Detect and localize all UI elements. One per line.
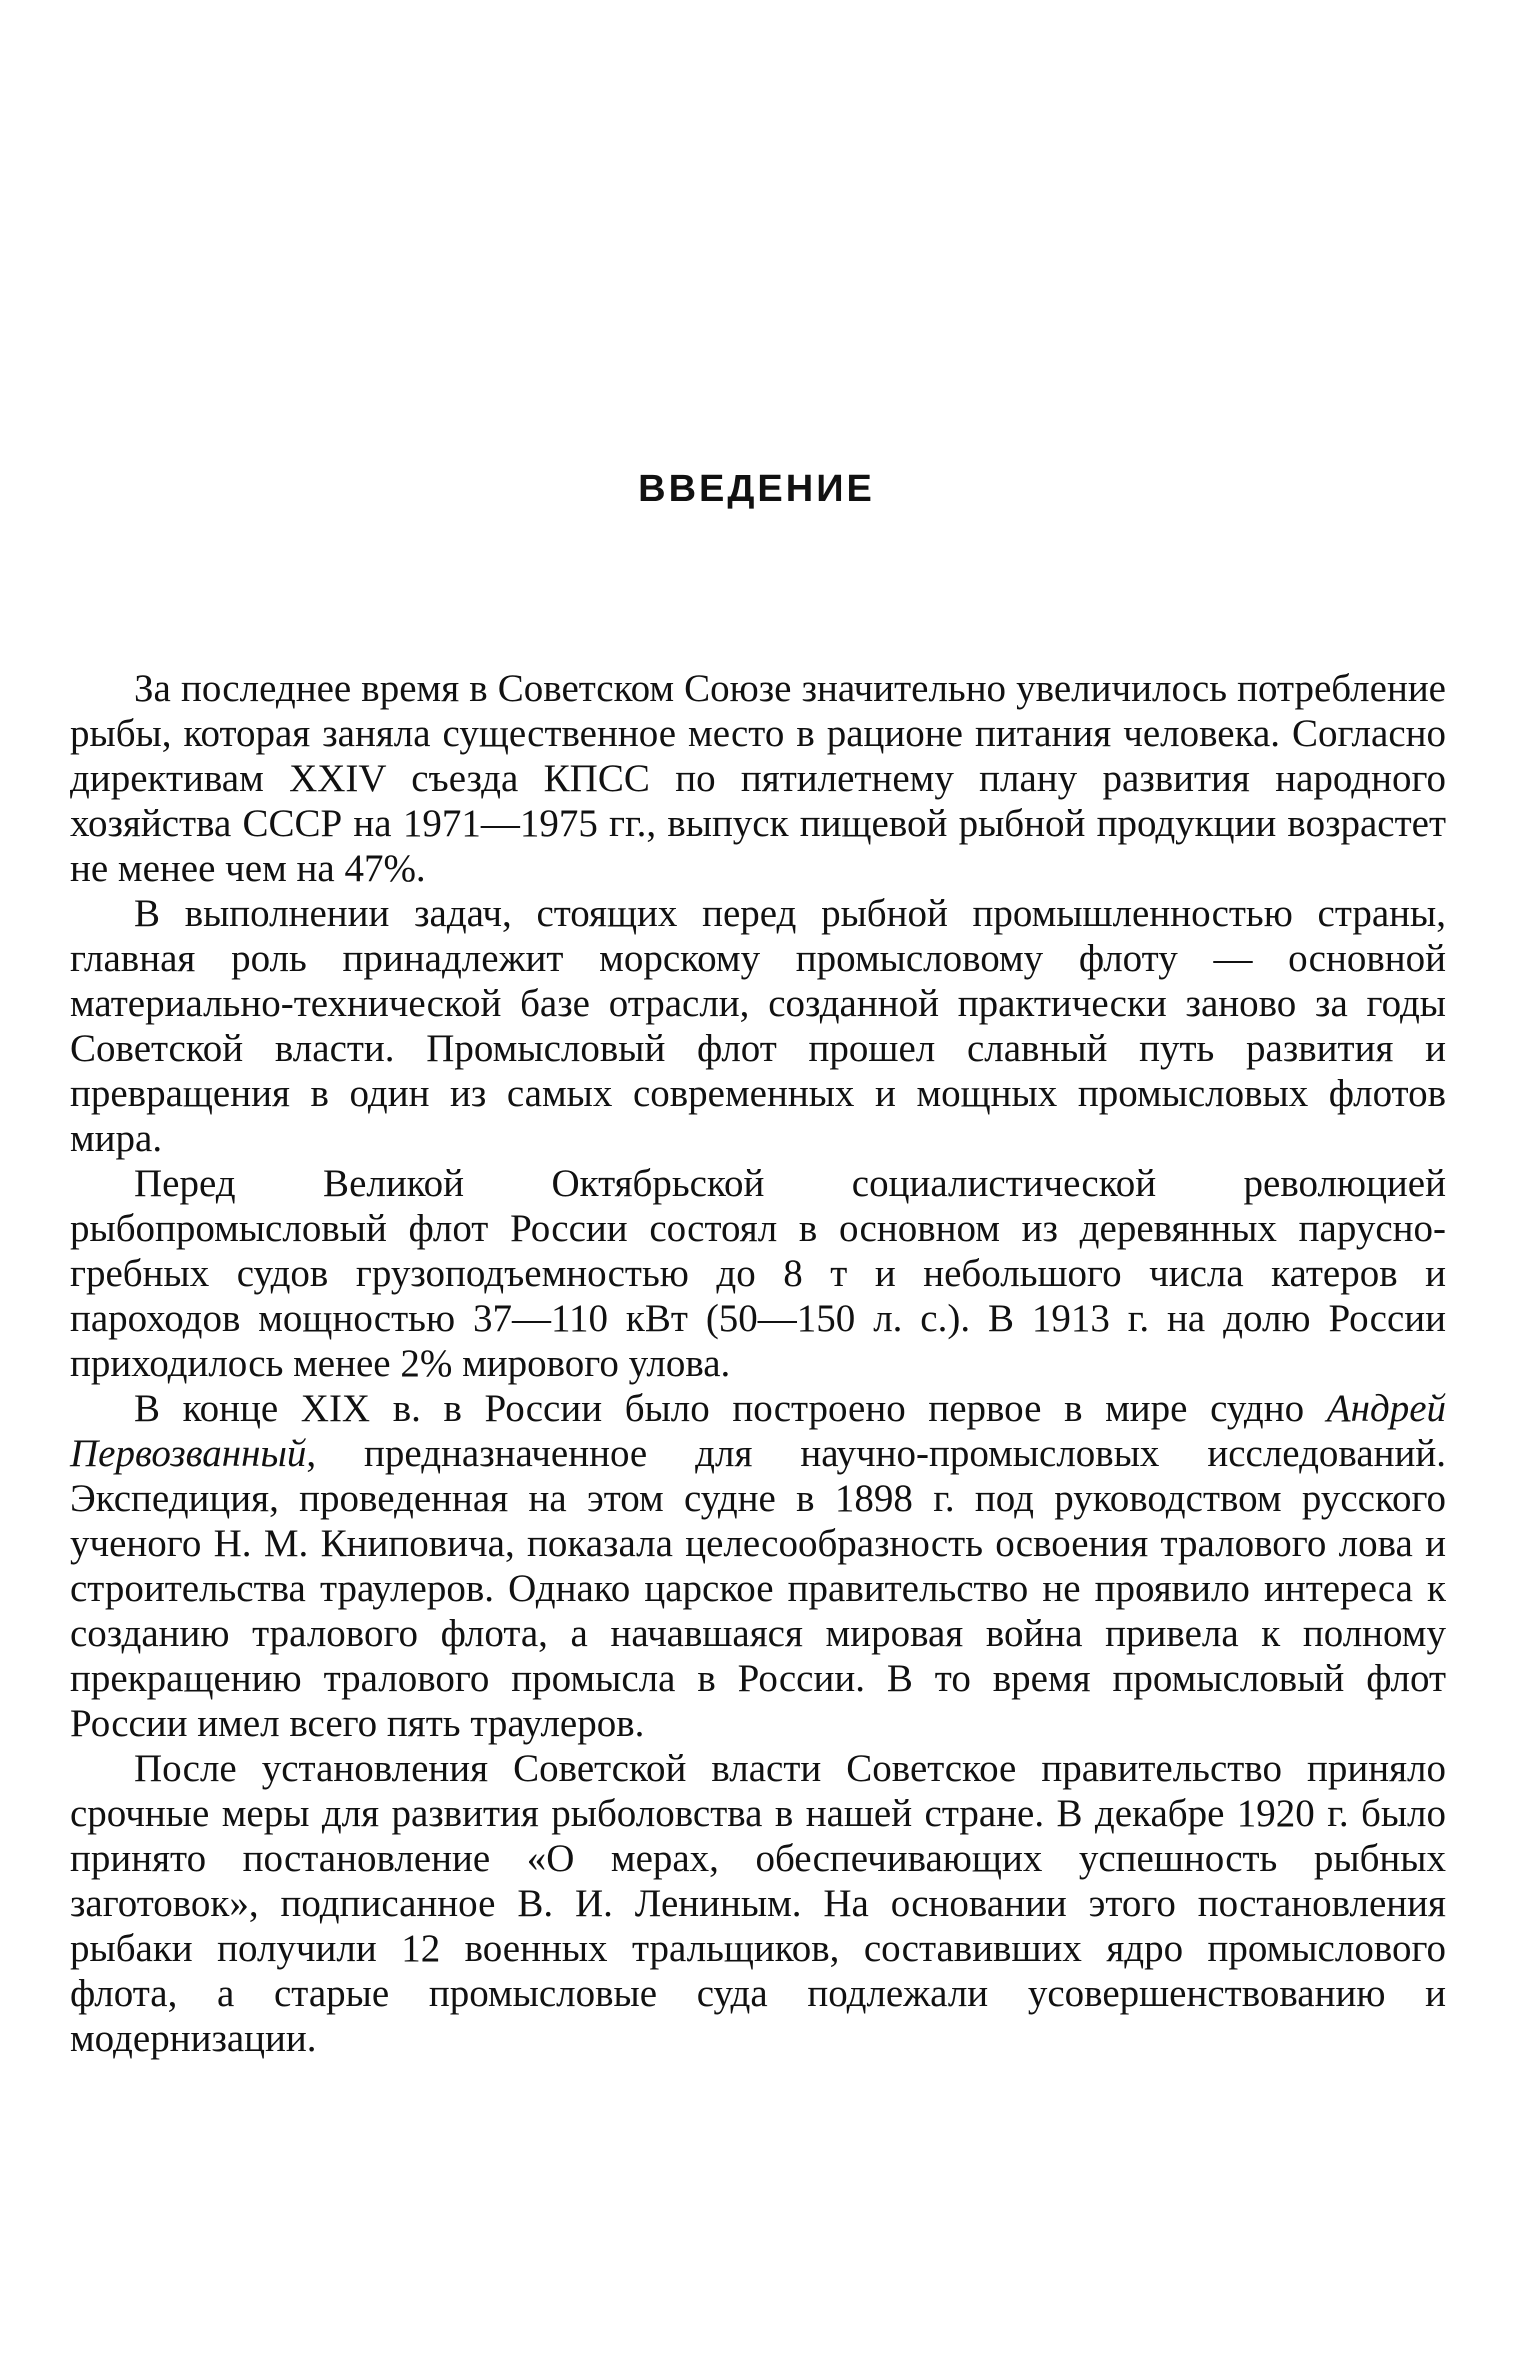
- paragraph-4-start: В конце XIX в. в России было построено первое в мире судно: [134, 1387, 1305, 1430]
- paragraph-1: За последнее время в Советском Союзе значительно увеличилось потребление рыбы, которая заняла существенное место в рационе питания человека. Согласно директивам XXIV съезда КПСС по пятилетнему плану развития народного хозяйства СССР на 1971—1975 гг., выпуск пищевой рыбной продукции возрастет не менее чем на 47%.: [70, 667, 1446, 890]
- paragraph-3: Перед Великой Октябрьской социалистической революцией рыбопромысловый флот России состоял в основном из деревянных парусно-гребных судов грузоподъемностью до 8 т и небольшого числа катеров и пароходов мощностью 37—110 кВт (50—150 л. с.). В 1913 г. на долю России приходилось менее 2% мирового улова.: [70, 1162, 1446, 1385]
- ship-name: Андрей Первозванный: [70, 1387, 1447, 1475]
- page-title: ВВЕДЕНИЕ: [638, 468, 875, 510]
- paragraph-4-rest: , предназначенное для научно-промысловых исследований. Экспедиция, проведенная на этом судне в 1898 г. под руководством русского ученого Н. М. Книповича, показала целесообразность освоения тралового лова и строительства траулеров. Однако царское правительство не проявило интереса к созданию тралового флота, а начавшаяся мировая война привела к полному прекращению тралового промысла в России. В то время промысловый флот России имел всего пять траулеров.: [70, 1432, 1446, 1745]
- body-text: [70, 666, 1446, 2061]
- paragraph-5: После установления Советской власти Советское правительство приняло срочные меры для развития рыболовства в нашей стране. В декабре 1920 г. было принято постановление «О мерах, обеспечивающих успешность рыбных заготовок», подписанное В. И. Лениным. На основании этого постановления рыбаки получили 12 военных тральщиков, составивших ядро промыслового флота, а старые промысловые суда подлежали усовершенствованию и модернизации.: [70, 1747, 1446, 2060]
- paragraph-4: [70, 1386, 1446, 1746]
- paragraph-2: В выполнении задач, стоящих перед рыбной промышленностью страны, главная роль принадлежит морскому промысловому флоту — основной материально-технической базе отрасли, созданной практически заново за годы Советской власти. Промысловый флот прошел славный путь развития и превращения в один из самых современных и мощных промысловых флотов мира.: [70, 892, 1446, 1160]
